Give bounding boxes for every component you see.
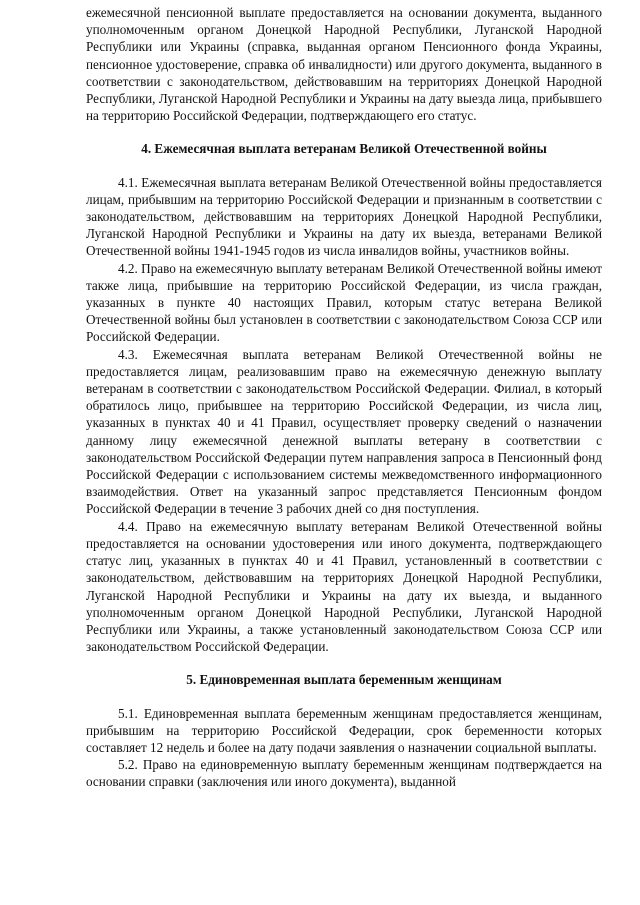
- document-page: [86, 4, 602, 791]
- spacer: [86, 124, 602, 140]
- section-5-heading: 5. Единовременная выплата беременным женщинам: [186, 672, 502, 688]
- section-4-heading: 4. Ежемесячная выплата ветеранам Великой Отечественной войны: [141, 141, 547, 157]
- paragraph-4-1: 4.1. Ежемесячная выплата ветеранам Великой Отечественной войны предоставляется лицам, прибывшим на территорию Российской Федерации и признанным в соответствии с законодательством, действовавшим на территориях Донецкой Народной Республики, Луганской Народной Республики и Украины на дату их выезда, ветеранами Великой Отечественной войны 1941-1945 годов из числа инвалидов войны, участников войны.: [86, 174, 602, 259]
- spacer: [86, 689, 602, 705]
- paragraph-5-1: 5.1. Единовременная выплата беременным женщинам предоставляется женщинам, прибывшим на территорию Российской Федерации, срок беременности которых составляет 12 недель и более на дату подачи заявления о назначении социальной выплаты.: [86, 705, 602, 755]
- paragraph-4-4: 4.4. Право на ежемесячную выплату ветеранам Великой Отечественной войны предоставляется на основании удостоверения или иного документа, подтверждающего статус лиц, указанных в пунктах 40 и 41 Правил, установленный в соответствии с законодательством, действовавшим на территориях Донецкой Народной Республики, Луганской Народной Республики и Украины на дату их выезда, и выданного уполномоченным органом Донецкой Народной Республики, Луганской Народной Республики или Украины, а также установленный законодательством Союза ССР или законодательством Российской Федерации.: [86, 518, 602, 655]
- spacer: [86, 655, 602, 671]
- paragraph-4-2: 4.2. Право на ежемесячную выплату ветеранам Великой Отечественной войны имеют также лица, прибывшие на территорию Российской Федерации, из числа граждан, указанных в пункте 40 настоящих Правил, которым статус ветерана Великой Отечественной войны был установлен в соответствии с законодательством Союза ССР или Российской Федерации.: [86, 260, 602, 345]
- paragraph-5-2: 5.2. Право на единовременную выплату беременным женщинам подтверждается на основании справки (заключения или иного документа), выданной: [86, 757, 602, 790]
- intro-paragraph: ежемесячной пенсионной выплате предоставляется на основании документа, выданного уполномоченным органом Донецкой Народной Республики, Луганской Народной Республики или Украины (справка, выданная органом Пенсионного фонда Украины, пенсионное удостоверение, справка об инвалидности) или другого документа, выданного в соответствии с законодательством, действовавшим на территориях Донецкой Народной Республики, Луганской Народной Республики и Украины на дату выезда лица, прибывшего на территорию Российской Федерации, подтверждающего его статус.: [86, 5, 602, 124]
- paragraph-4-3: 4.3. Ежемесячная выплата ветеранам Великой Отечественной войны не предоставляется лицам, реализовавшим право на ежемесячную денежную выплату ветеранам в соответствии с законодательством Российской Федерации. Филиал, в который обратилось лицо, прибывшее на территорию Российской Федерации, из числа лиц, указанных в пунктах 40 и 41 Правил, осуществляет проверку сведений о назначении данному лицу ежемесячной денежной выплаты ветерану в соответствии с законодательством Российской Федерации путем направления запроса в Пенсионный фонд Российской Федерации с использованием системы межведомственного информационного взаимодействия. Ответ на указанный запрос представляется Пенсионным фондом Российской Федерации в течение 3 рабочих дней со дня поступления.: [86, 346, 602, 517]
- spacer: [86, 158, 602, 174]
